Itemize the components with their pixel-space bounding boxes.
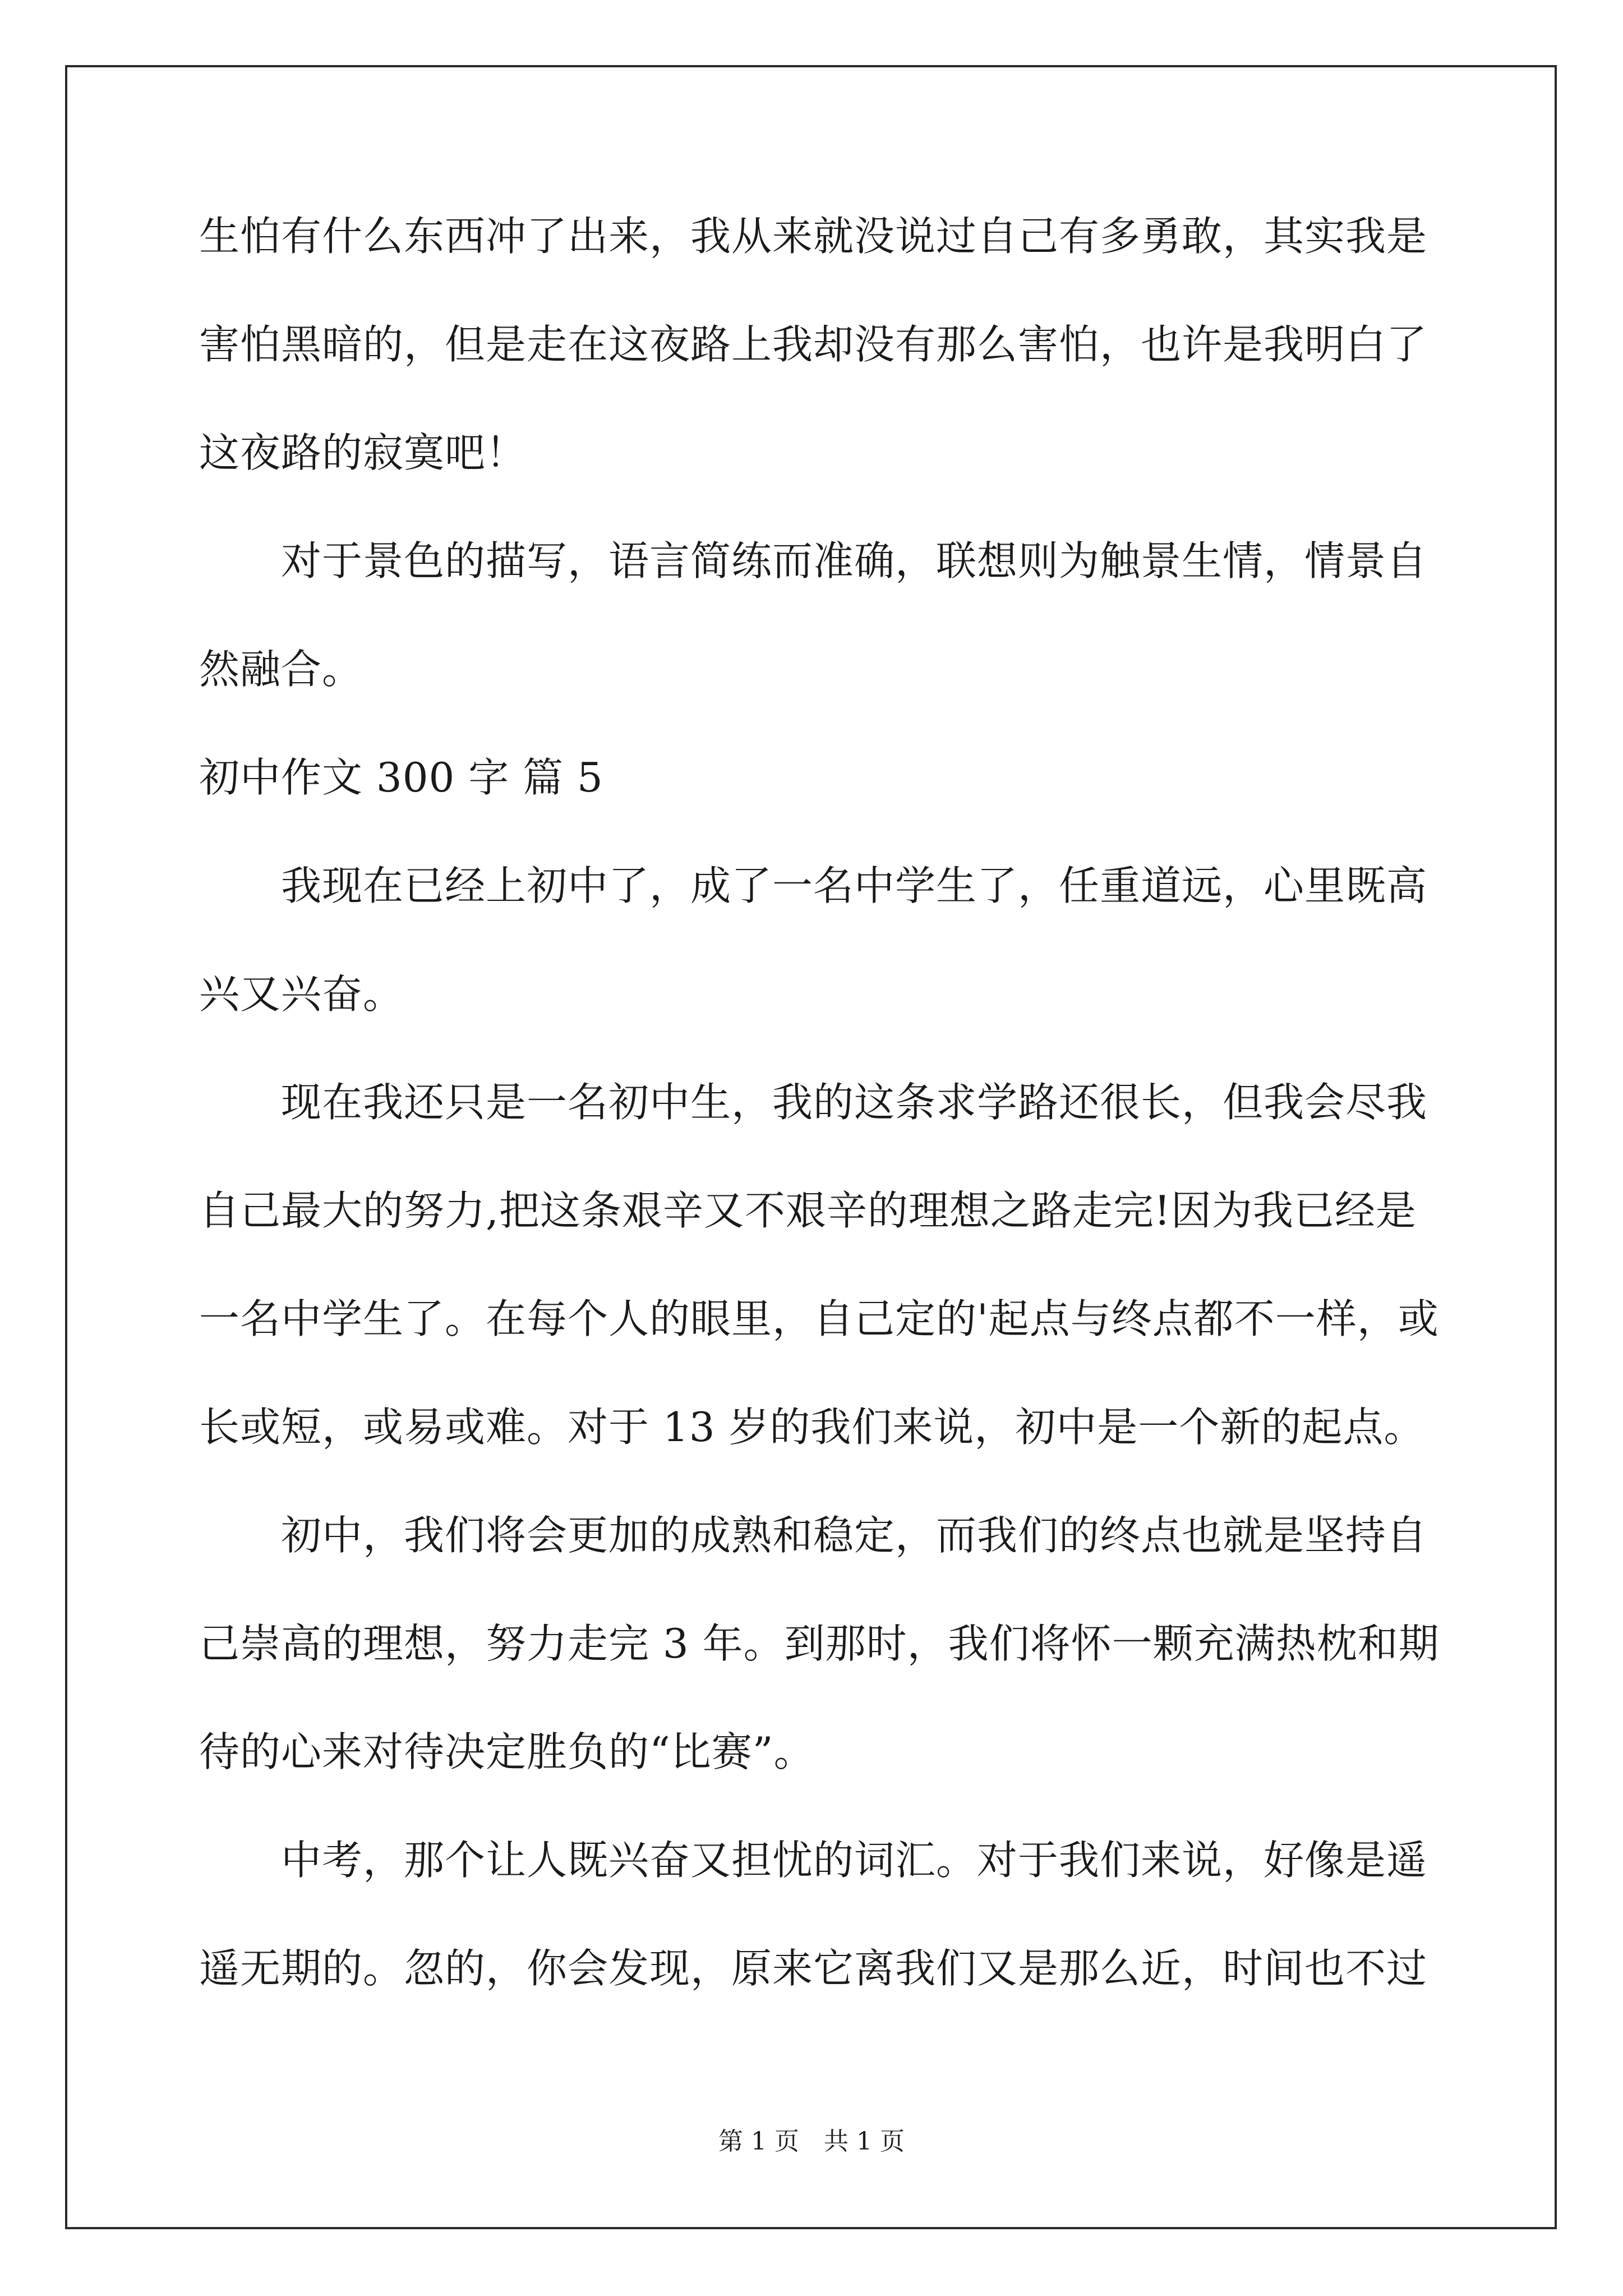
text-line: 自己最大的努力,把这条艰辛又不艰辛的理想之路走完!因为我已经是	[199, 1187, 1417, 1234]
text-line: 害怕黑暗的，但是走在这夜路上我却没有那么害怕，也许是我明白了	[199, 321, 1428, 368]
text-line: 这夜路的寂寞吧！	[199, 429, 527, 476]
text-line: 现在我还只是一名初中生，我的这条求学路还很长，但我会尽我	[199, 1079, 1428, 1126]
text-line: 中考，那个让人既兴奋又担忧的词汇。对于我们来说，好像是遥	[199, 1837, 1428, 1884]
text-line: 然融合。	[199, 646, 363, 693]
text-line: 对于景色的描写，语言简练而准确，联想则为触景生情，情景自	[199, 537, 1428, 585]
text-line: 长或短，或易或难。对于 13 岁的我们来说，初中是一个新的起点。	[199, 1404, 1425, 1451]
text-line: 待的心来对待决定胜负的“比赛”。	[199, 1728, 815, 1775]
section-heading: 初中作文 300 字 篇 5	[199, 754, 603, 801]
text-line: 初中，我们将会更加的成熟和稳定，而我们的终点也就是坚持自	[199, 1512, 1428, 1559]
text-line: 遥无期的。忽的，你会发现，原来它离我们又是那么近，时间也不过	[199, 1945, 1428, 1992]
text-line: 兴又兴奋。	[199, 970, 404, 1018]
text-line: 己崇高的理想，努力走完 3 年。到那时，我们将怀一颗充满热枕和期	[199, 1620, 1440, 1667]
text-line: 一名中学生了。在每个人的眼里，自己定的'起点与终点都不一样，或	[199, 1295, 1439, 1342]
text-line: 生怕有什么东西冲了出来，我从来就没说过自己有多勇敢，其实我是	[199, 213, 1428, 260]
text-line: 我现在已经上初中了，成了一名中学生了，任重道远，心里既高	[199, 862, 1428, 909]
page-border	[65, 65, 1557, 2229]
page-footer: 第 1 页 共 1 页	[718, 2127, 905, 2156]
